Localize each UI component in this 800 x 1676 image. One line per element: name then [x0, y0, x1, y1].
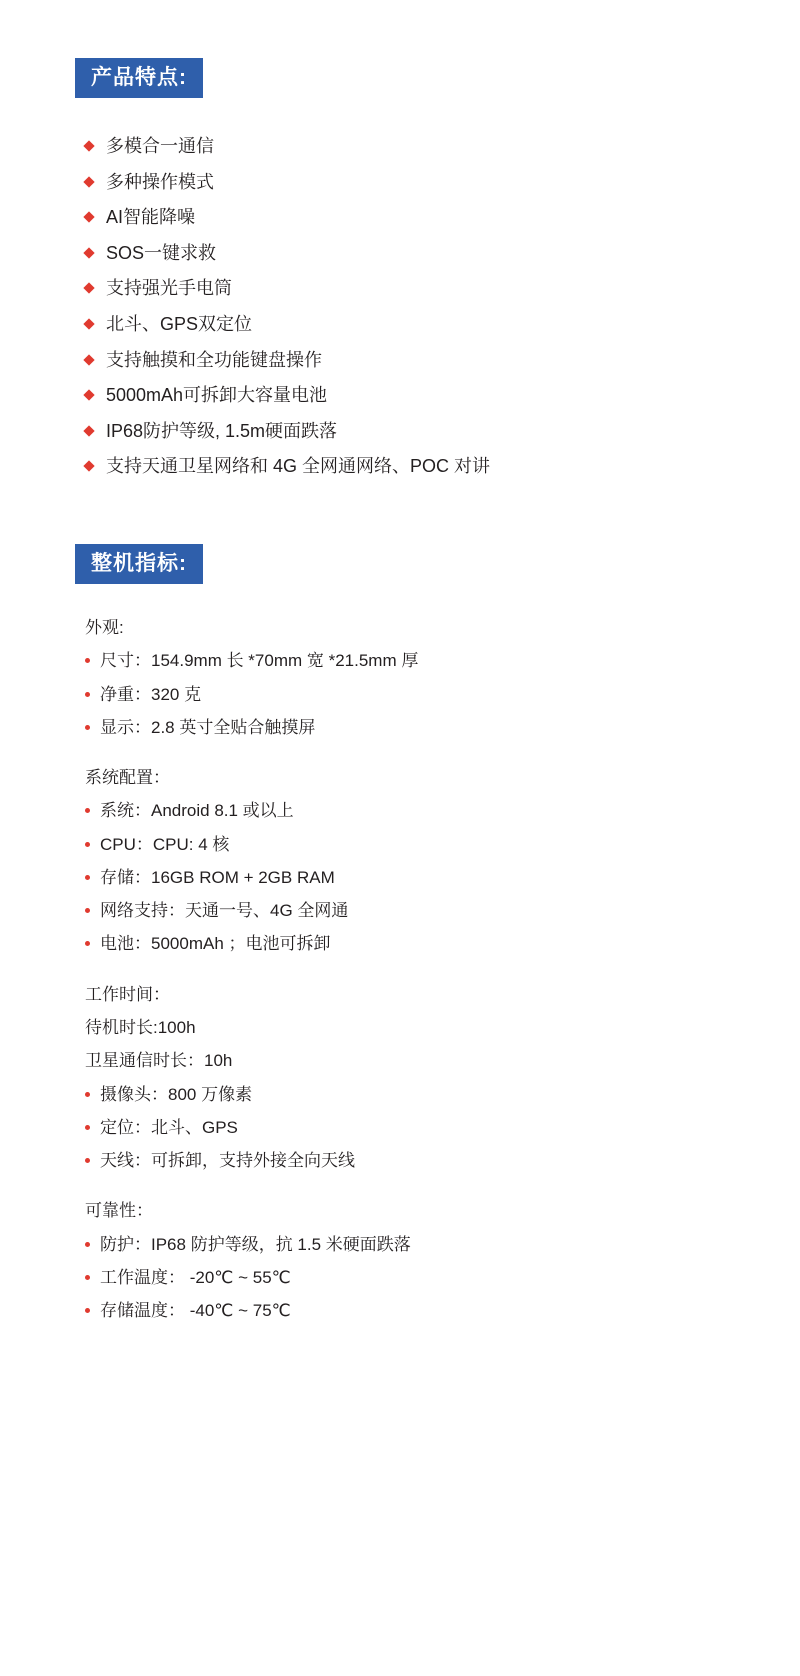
spec-item-label: 显示：2.8 英寸全贴合触摸屏 [100, 717, 316, 737]
dot-bullet-icon [85, 1158, 90, 1163]
spec-item [85, 933, 800, 954]
spec-item-label: 存储温度： -40℃ ~ 75℃ [100, 1301, 291, 1321]
spec-item-label: 存储：16GB ROM + 2GB RAM [100, 867, 335, 887]
spec-group-title: 外观: [85, 617, 124, 637]
feature-label: SOS一键求救 [106, 242, 217, 263]
list-item [0, 421, 800, 443]
diamond-bullet-icon [83, 389, 94, 400]
spec-item [85, 1234, 800, 1255]
dot-bullet-icon [85, 941, 90, 946]
bottom-spacer [0, 1352, 800, 1412]
spec-item [85, 717, 800, 738]
spec-item-label: 卫星通信时长：10h [85, 1051, 233, 1071]
spec-item [85, 684, 800, 705]
features-list [0, 98, 800, 478]
spec-item-label: 尺寸：154.9mm 长 *70mm 宽 *21.5mm 厚 [100, 651, 419, 671]
feature-label: 支持触摸和全功能键盘操作 [106, 349, 322, 370]
spec-group-worktime [0, 985, 800, 1172]
features-heading-wrap [0, 0, 800, 98]
list-item [0, 350, 800, 372]
dot-bullet-icon [85, 725, 90, 730]
spec-item-label: 待机时长:100h [85, 1018, 196, 1038]
spec-item [85, 900, 800, 921]
features-section [0, 0, 800, 478]
feature-label: 多模合一通信 [106, 136, 214, 156]
feature-label: AI智能降噪 [106, 207, 196, 228]
spec-group-title: 工作时间： [85, 984, 170, 1004]
feature-label: 5000mAh可拆卸大容量电池 [106, 385, 328, 406]
diamond-bullet-icon [83, 212, 94, 223]
spec-item-label: 防护：IP68 防护等级，抗 1.5 米硬面跌落 [100, 1234, 411, 1254]
spec-item-label: CPU：CPU: 4 核 [100, 834, 230, 854]
spec-item [85, 1150, 800, 1171]
spec-item [85, 1267, 800, 1288]
spec-group-appearance [0, 618, 800, 738]
dot-bullet-icon [85, 1092, 90, 1097]
diamond-bullet-icon [83, 247, 94, 258]
dot-bullet-icon [85, 1242, 90, 1247]
spec-item-label: 摄像头：800 万像素 [100, 1084, 253, 1104]
diamond-bullet-icon [83, 461, 94, 472]
feature-label: 北斗、GPS双定位 [106, 313, 253, 334]
spec-item-label: 天线：可拆卸，支持外接全向天线 [100, 1151, 355, 1171]
dot-bullet-icon [85, 1308, 90, 1313]
spec-item-label: 系统：Android 8.1 或以上 [100, 801, 294, 821]
spec-item [85, 1084, 800, 1105]
spec-group-title: 系统配置： [85, 768, 170, 788]
feature-label: IP68防护等级, 1.5m硬面跌落 [106, 420, 338, 441]
spec-group-reliability [0, 1201, 800, 1321]
specs-heading-wrap [0, 492, 800, 584]
spec-item [85, 834, 800, 855]
spec-item-label: 工作温度： -20℃ ~ 55℃ [100, 1268, 291, 1287]
spec-item [85, 650, 800, 671]
list-item [0, 456, 800, 478]
diamond-bullet-icon [83, 354, 94, 365]
dot-bullet-icon [85, 692, 90, 697]
spec-item-label: 电池：5000mAh ；电池可拆卸 [100, 934, 331, 954]
spec-item-label: 定位：北斗、GPS [100, 1117, 238, 1137]
specs-body [0, 584, 800, 1412]
spec-group-system [0, 768, 800, 955]
spec-item [85, 1017, 800, 1038]
dot-bullet-icon [85, 1125, 90, 1130]
list-item [0, 243, 800, 265]
spec-item [85, 867, 800, 888]
spec-item [85, 800, 800, 821]
list-item [0, 278, 800, 300]
feature-label: 支持天通卫星网络和 4G 全网通网络、POC 对讲 [106, 456, 491, 477]
diamond-bullet-icon [83, 318, 94, 329]
dot-bullet-icon [85, 1275, 90, 1280]
spec-item [85, 1117, 800, 1138]
list-item [0, 172, 800, 194]
feature-label: 多种操作模式 [106, 171, 214, 192]
diamond-bullet-icon [83, 283, 94, 294]
list-item [0, 136, 800, 158]
diamond-bullet-icon [83, 176, 94, 187]
spec-item-label: 净重：320 克 [100, 684, 202, 704]
features-heading: 产品特点: [75, 58, 203, 98]
diamond-bullet-icon [83, 425, 94, 436]
spec-group-title: 可靠性： [85, 1201, 153, 1221]
dot-bullet-icon [85, 658, 90, 663]
spec-item [85, 1050, 800, 1071]
specs-heading: 整机指标: [75, 544, 203, 584]
feature-label: 支持强光手电筒 [106, 278, 232, 299]
list-item [0, 314, 800, 336]
spec-item [85, 1300, 800, 1321]
diamond-bullet-icon [83, 140, 94, 151]
dot-bullet-icon [85, 842, 90, 847]
specs-section [0, 492, 800, 1412]
spec-item-label: 网络支持：天通一号、4G 全网通 [100, 901, 349, 921]
dot-bullet-icon [85, 808, 90, 813]
list-item [0, 385, 800, 407]
list-item [0, 207, 800, 229]
dot-bullet-icon [85, 875, 90, 880]
dot-bullet-icon [85, 908, 90, 913]
